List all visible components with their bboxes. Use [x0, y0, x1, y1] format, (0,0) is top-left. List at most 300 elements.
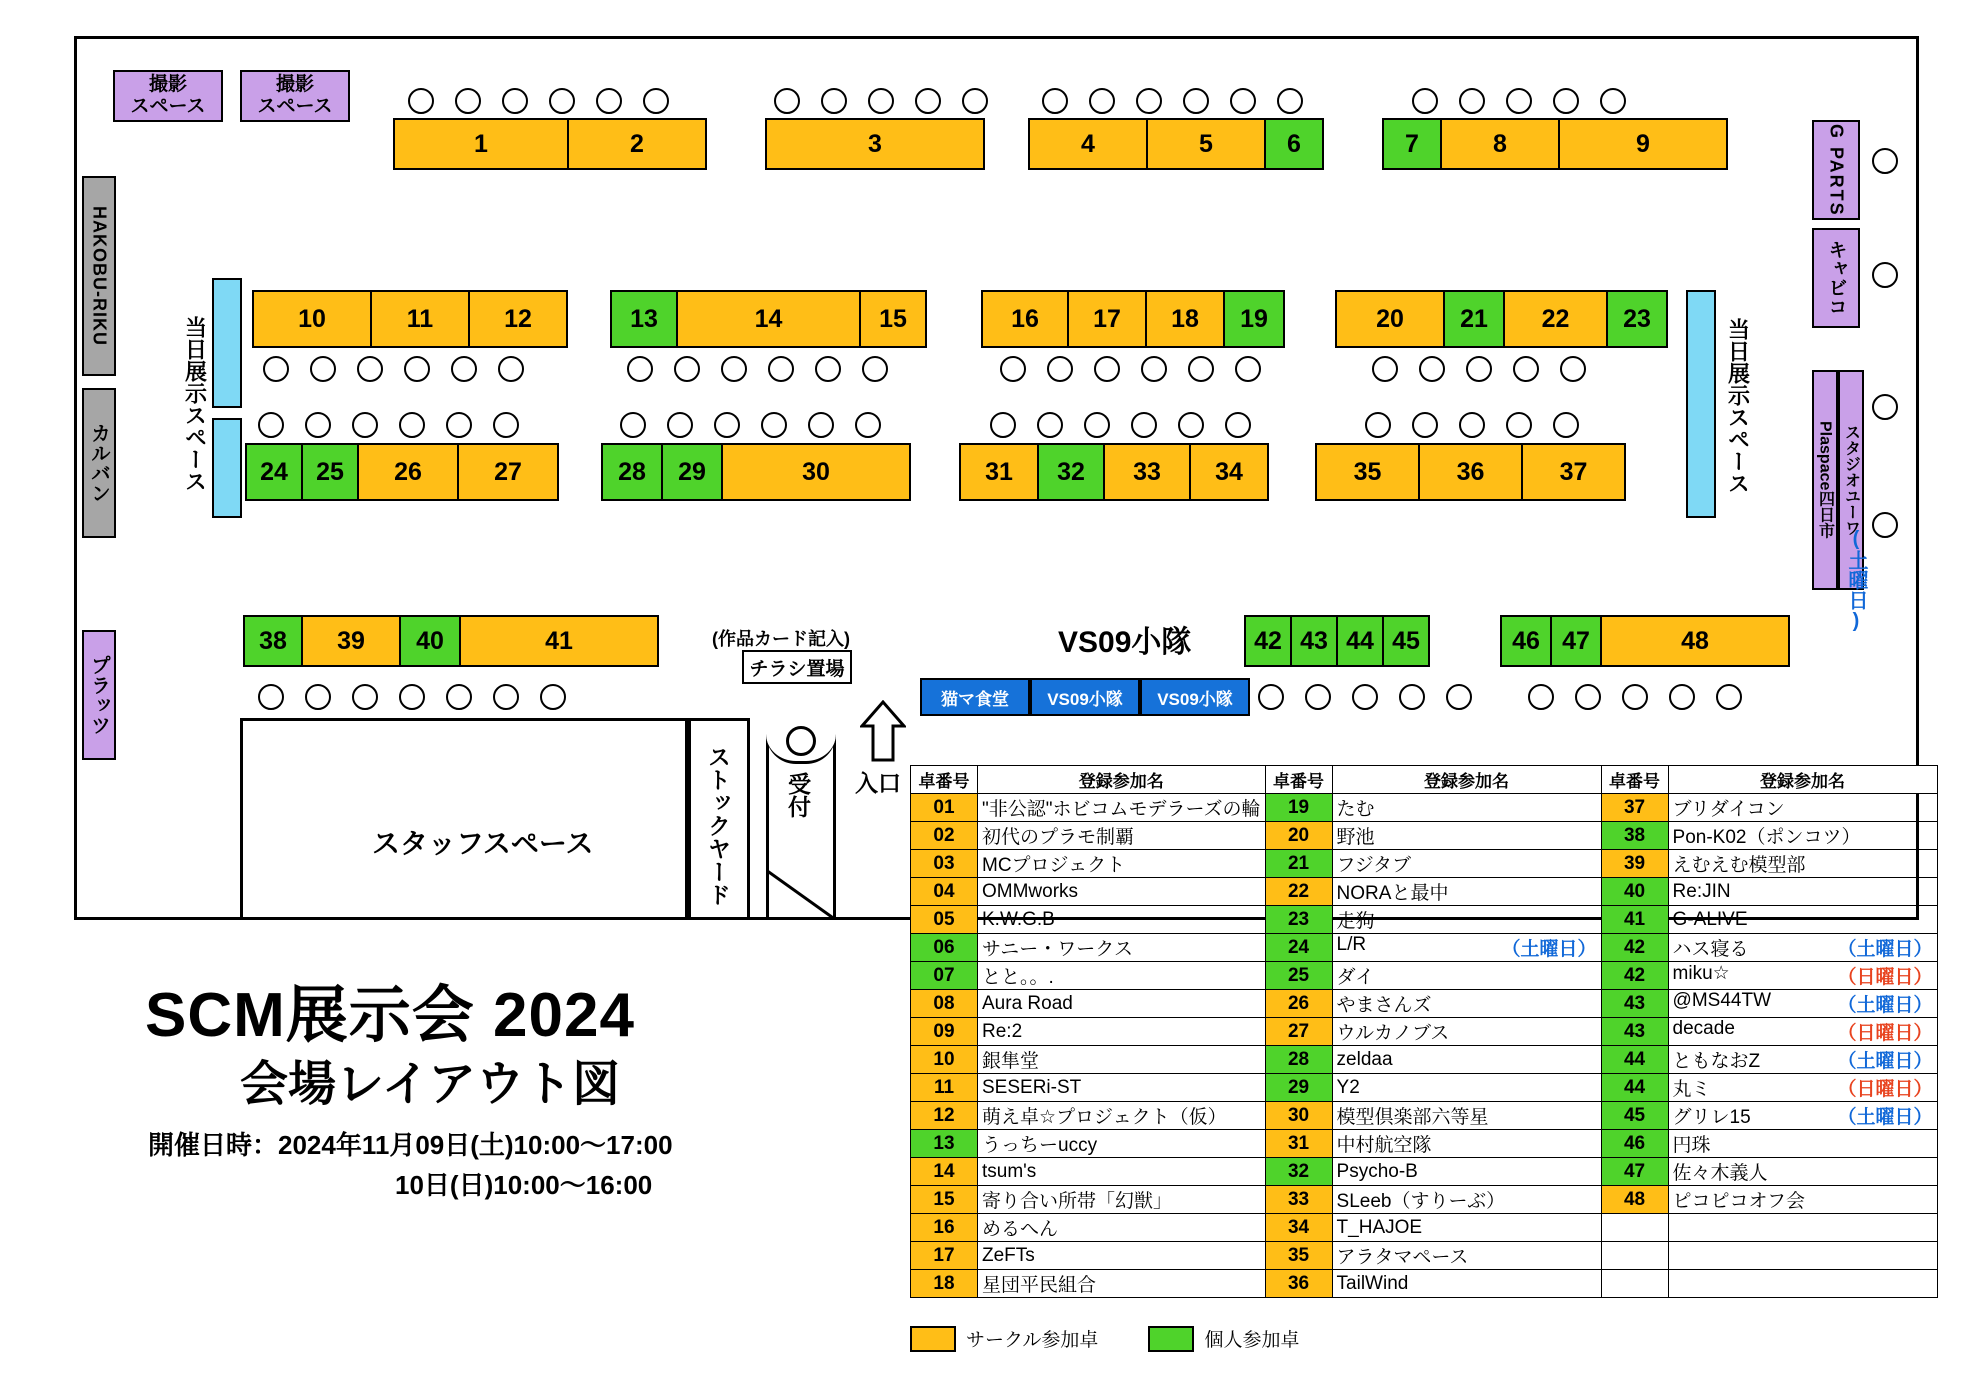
chair [1513, 356, 1539, 382]
booth-table-18[interactable]: 18 [1145, 290, 1225, 348]
cell-table-no-38: 38 [1601, 822, 1668, 850]
participant-table-body [911, 794, 1938, 1298]
chair [962, 88, 988, 114]
chair [674, 356, 700, 382]
chair [1553, 88, 1579, 114]
chair [1183, 88, 1209, 114]
event-datetime-line1: 開催日時：2024年11月09日(土)10:00〜17:00 [148, 1130, 673, 1160]
booth-table-42[interactable]: 42 [1244, 615, 1292, 667]
cell-table-no-42: 42 [1601, 934, 1668, 962]
booth-table-30[interactable]: 30 [721, 443, 911, 501]
cell-participant-name: 走狗 [1332, 906, 1601, 934]
cell-participant-name: ブリダイコン [1668, 794, 1937, 822]
chair [263, 356, 289, 382]
chair [1089, 88, 1115, 114]
photo-space-1-label-a: 撮影 [148, 74, 187, 96]
blue-box-nekoma: 猫マ食堂 [920, 678, 1030, 716]
chair [1600, 88, 1626, 114]
booth-table-6[interactable]: 6 [1264, 118, 1324, 170]
reception-diagonal [766, 870, 836, 920]
chair [498, 356, 524, 382]
cell-table-no-04: 04 [911, 878, 978, 906]
cell-participant-name: @MS44TW （土曜日） [1668, 990, 1937, 1018]
vendor-studio-yuuwa: スタジオユーワ [1838, 370, 1864, 590]
chair [399, 684, 425, 710]
day-badge: （土曜日） [1837, 1107, 1933, 1128]
cell-participant-name-empty [1668, 1214, 1937, 1242]
cell-table-no-01: 01 [911, 794, 978, 822]
cell-table-no-28: 28 [1265, 1046, 1332, 1074]
table-row [911, 962, 1938, 990]
cell-participant-name: Pon-K02（ポンコツ） [1668, 822, 1937, 850]
cell-participant-name: MCプロジェクト [978, 850, 1266, 878]
booth-table-10[interactable]: 10 [252, 290, 372, 348]
cell-participant-name: zeldaa [1332, 1046, 1601, 1074]
chair [310, 356, 336, 382]
table-row [911, 906, 1938, 934]
chair [1365, 412, 1391, 438]
booth-table-26[interactable]: 26 [357, 443, 459, 501]
day-badge: （日曜日） [1837, 1023, 1933, 1044]
booth-table-20[interactable]: 20 [1335, 290, 1445, 348]
cell-participant-name: うっちーuccy [978, 1130, 1266, 1158]
booth-table-12[interactable]: 12 [468, 290, 568, 348]
cell-participant-name: "非公認"ホビコムモデラーズの輪 [978, 794, 1266, 822]
legend-swatch-circle [910, 1326, 956, 1352]
chair [1622, 684, 1648, 710]
booth-table-41[interactable]: 41 [459, 615, 659, 667]
chair [1506, 412, 1532, 438]
chair [493, 684, 519, 710]
booth-table-2[interactable]: 2 [567, 118, 707, 170]
cell-participant-name: 佐々木義人 [1668, 1158, 1937, 1186]
chair [627, 356, 653, 382]
cell-table-no-33: 33 [1265, 1186, 1332, 1214]
chair [1872, 394, 1898, 420]
legend-label-circle: サークル参加卓 [966, 1330, 1099, 1351]
vendor-karuban: カルバン [82, 388, 116, 538]
cell-participant-name: TailWind [1332, 1270, 1601, 1298]
chair [1575, 684, 1601, 710]
chair [915, 88, 941, 114]
day-badge: （土曜日） [1501, 939, 1597, 960]
cell-table-no-24: 24 [1265, 934, 1332, 962]
chair [540, 684, 566, 710]
col-header-table-no: 卓番号 [1601, 766, 1668, 794]
cell-participant-name: アラタマペース [1332, 1242, 1601, 1270]
cell-participant-name: SLeeb（すりーぶ） [1332, 1186, 1601, 1214]
same-day-display-left-label: 当日展示スペース [175, 286, 215, 521]
entrance-label: 入口 [855, 770, 901, 796]
cell-participant-name: めるへん [978, 1214, 1266, 1242]
booth-table-21[interactable]: 21 [1443, 290, 1505, 348]
cell-table-no-44: 44 [1601, 1046, 1668, 1074]
cell-table-no-39: 39 [1601, 850, 1668, 878]
cell-table-no-20: 20 [1265, 822, 1332, 850]
booth-table-25[interactable]: 25 [301, 443, 359, 501]
chair [408, 88, 434, 114]
cell-participant-name: 円珠 [1668, 1130, 1937, 1158]
cell-table-no-empty [1601, 1214, 1668, 1242]
photo-space-2-label-b: スペース [257, 96, 333, 117]
chair [1000, 356, 1026, 382]
col-header-name: 登録参加名 [1668, 766, 1937, 794]
booth-table-4[interactable]: 4 [1028, 118, 1148, 170]
right-saturday-note: (土曜日) [1845, 528, 1867, 632]
cell-participant-name: SESERi-ST [978, 1074, 1266, 1102]
cell-participant-name: OMMworks [978, 878, 1266, 906]
booth-table-27[interactable]: 27 [457, 443, 559, 501]
chair [446, 684, 472, 710]
chair [1459, 412, 1485, 438]
cell-table-no-43: 43 [1601, 1018, 1668, 1046]
cell-participant-name: L/R （土曜日） [1332, 934, 1601, 962]
chair [502, 88, 528, 114]
chair [1459, 88, 1485, 114]
booth-table-15[interactable]: 15 [859, 290, 927, 348]
cell-participant-name: フジタブ [1332, 850, 1601, 878]
cell-participant-name: 中村航空隊 [1332, 1130, 1601, 1158]
cell-table-no-empty [1601, 1270, 1668, 1298]
cell-table-no-25: 25 [1265, 962, 1332, 990]
cell-table-no-10: 10 [911, 1046, 978, 1074]
table-row [911, 934, 1938, 962]
day-badge: （土曜日） [1837, 939, 1933, 960]
table-row [911, 850, 1938, 878]
chair [1506, 88, 1532, 114]
cell-table-no-14: 14 [911, 1158, 978, 1186]
cell-table-no-17: 17 [911, 1242, 978, 1270]
day-badge: （日曜日） [1837, 1079, 1933, 1100]
booth-table-16[interactable]: 16 [981, 290, 1069, 348]
cell-table-no-05: 05 [911, 906, 978, 934]
cell-participant-name: グリレ15 （土曜日） [1668, 1102, 1937, 1130]
chair [620, 412, 646, 438]
vendor-hakoburiku: HAKOBU-RIKU [82, 176, 116, 376]
booth-table-22[interactable]: 22 [1503, 290, 1608, 348]
chair [596, 88, 622, 114]
cell-participant-name-empty [1668, 1270, 1937, 1298]
booth-table-43[interactable]: 43 [1290, 615, 1338, 667]
chair [990, 412, 1016, 438]
booth-table-14[interactable]: 14 [676, 290, 861, 348]
cell-table-no-13: 13 [911, 1130, 978, 1158]
cell-table-no-15: 15 [911, 1186, 978, 1214]
cell-participant-name: 模型倶楽部六等星 [1332, 1102, 1601, 1130]
participant-table-header [911, 766, 1938, 794]
cell-table-no-03: 03 [911, 850, 978, 878]
cell-table-no-46: 46 [1601, 1130, 1668, 1158]
cell-participant-name: 寄り合い所帯「幻獣」 [978, 1186, 1266, 1214]
legend-swatch-individual [1148, 1326, 1194, 1352]
chair [1277, 88, 1303, 114]
booth-table-33[interactable]: 33 [1103, 443, 1191, 501]
chair [667, 412, 693, 438]
booth-table-5[interactable]: 5 [1146, 118, 1266, 170]
chair [1872, 512, 1898, 538]
cell-participant-name: ハス寝る （土曜日） [1668, 934, 1937, 962]
chair [1230, 88, 1256, 114]
cell-table-no-empty [1601, 1242, 1668, 1270]
chair [815, 356, 841, 382]
vendor-plaspace: Plaspace四日市 [1812, 370, 1838, 590]
cell-participant-name: とと。。. [978, 962, 1266, 990]
cell-participant-name: miku☆ （日曜日） [1668, 962, 1937, 990]
booth-table-11[interactable]: 11 [370, 290, 470, 348]
cell-participant-name: Psycho-B [1332, 1158, 1601, 1186]
chair [1716, 684, 1742, 710]
chair [721, 356, 747, 382]
booth-table-38[interactable]: 38 [243, 615, 303, 667]
chair [768, 356, 794, 382]
chair [1412, 412, 1438, 438]
cell-participant-name: えむえむ模型部 [1668, 850, 1937, 878]
chair [868, 88, 894, 114]
event-datetime-line2: 10日(日)10:00〜16:00 [395, 1170, 653, 1200]
cell-table-no-43: 43 [1601, 990, 1668, 1018]
cell-table-no-48: 48 [1601, 1186, 1668, 1214]
col-header-table-no: 卓番号 [1265, 766, 1332, 794]
cell-participant-name: ZeFTs [978, 1242, 1266, 1270]
table-row [911, 1018, 1938, 1046]
chair [305, 412, 331, 438]
cell-participant-name: 初代のプラモ制覇 [978, 822, 1266, 850]
cell-participant-name: G-ALIVE [1668, 906, 1937, 934]
blue-box-vs09-a: VS09小隊 [1030, 678, 1140, 716]
booth-table-29[interactable]: 29 [661, 443, 723, 501]
cell-table-no-26: 26 [1265, 990, 1332, 1018]
entrance-arrow-icon [860, 700, 906, 762]
vendor-g-parts: G PARTS [1812, 120, 1860, 220]
cell-participant-name: やまさんズ [1332, 990, 1601, 1018]
day-badge: （日曜日） [1837, 967, 1933, 988]
cell-participant-name: 丸ミ （日曜日） [1668, 1074, 1937, 1102]
same-day-display-right-label: 当日展示スペース [1718, 288, 1758, 523]
cell-participant-name: ダイ [1332, 962, 1601, 990]
booth-table-32[interactable]: 32 [1037, 443, 1105, 501]
table-row [911, 1214, 1938, 1242]
table-row [911, 878, 1938, 906]
participant-table [910, 765, 1938, 1298]
cell-table-no-11: 11 [911, 1074, 978, 1102]
stock-yard-label: ストックヤード [705, 745, 731, 906]
chair [549, 88, 575, 114]
cell-participant-name: K.W.G.B [978, 906, 1266, 934]
cell-table-no-07: 07 [911, 962, 978, 990]
chair [455, 88, 481, 114]
booth-table-45[interactable]: 45 [1382, 615, 1430, 667]
table-row [911, 1186, 1938, 1214]
cell-table-no-02: 02 [911, 822, 978, 850]
cell-table-no-40: 40 [1601, 878, 1668, 906]
chair [1528, 684, 1554, 710]
chair [774, 88, 800, 114]
booth-table-8[interactable]: 8 [1440, 118, 1560, 170]
col-header-name: 登録参加名 [978, 766, 1266, 794]
same-day-display-left-strip-b [212, 418, 242, 518]
chair [1399, 684, 1425, 710]
blue-box-vs09-b: VS09小隊 [1140, 678, 1250, 716]
chair [1872, 262, 1898, 288]
booth-table-24[interactable]: 24 [245, 443, 303, 501]
table-row [911, 1046, 1938, 1074]
photo-space-2-label-a: 撮影 [275, 74, 314, 96]
chair [1042, 88, 1068, 114]
chair [399, 412, 425, 438]
staff-space-label: スタッフスペース [372, 828, 594, 859]
cell-participant-name: Aura Road [978, 990, 1266, 1018]
col-header-name: 登録参加名 [1332, 766, 1601, 794]
chair [1094, 356, 1120, 382]
chair [357, 356, 383, 382]
page-subtitle: 会場レイアウト図 [240, 1058, 621, 1111]
chair [1412, 88, 1438, 114]
table-row [911, 990, 1938, 1018]
cell-table-no-12: 12 [911, 1102, 978, 1130]
cell-table-no-22: 22 [1265, 878, 1332, 906]
photo-space-1 [113, 70, 223, 122]
table-row [911, 1130, 1938, 1158]
cell-participant-name: 星団平民組合 [978, 1270, 1266, 1298]
cell-table-no-16: 16 [911, 1214, 978, 1242]
cell-table-no-45: 45 [1601, 1102, 1668, 1130]
chair [1131, 412, 1157, 438]
booth-table-13[interactable]: 13 [610, 290, 678, 348]
booth-table-48[interactable]: 48 [1600, 615, 1790, 667]
booth-table-7[interactable]: 7 [1382, 118, 1442, 170]
booth-table-40[interactable]: 40 [399, 615, 461, 667]
chair [1141, 356, 1167, 382]
cell-table-no-09: 09 [911, 1018, 978, 1046]
chair [1235, 356, 1261, 382]
photo-space-1-label-b: スペース [130, 96, 206, 117]
booth-table-28[interactable]: 28 [601, 443, 663, 501]
booth-table-44[interactable]: 44 [1336, 615, 1384, 667]
cell-table-no-18: 18 [911, 1270, 978, 1298]
cell-table-no-29: 29 [1265, 1074, 1332, 1102]
cell-table-no-37: 37 [1601, 794, 1668, 822]
legend-label-individual: 個人参加卓 [1204, 1330, 1300, 1351]
chair [1305, 684, 1331, 710]
chair [305, 684, 331, 710]
booth-table-9[interactable]: 9 [1558, 118, 1728, 170]
chair [352, 684, 378, 710]
chair [446, 412, 472, 438]
chair [643, 88, 669, 114]
cell-table-no-21: 21 [1265, 850, 1332, 878]
booth-table-17[interactable]: 17 [1067, 290, 1147, 348]
chair [404, 356, 430, 382]
table-row [911, 1242, 1938, 1270]
chair [1352, 684, 1378, 710]
booth-table-35[interactable]: 35 [1315, 443, 1420, 501]
same-day-display-left-strip-a [212, 278, 242, 408]
cell-table-no-34: 34 [1265, 1214, 1332, 1242]
vs09-label: VS09小隊 [1058, 626, 1192, 659]
cell-participant-name: T_HAJOE [1332, 1214, 1601, 1242]
cell-participant-name: ピコピコオフ会 [1668, 1186, 1937, 1214]
photo-space-2 [240, 70, 350, 122]
cell-participant-name: ともなおZ （土曜日） [1668, 1046, 1937, 1074]
chair [258, 412, 284, 438]
chair [1466, 356, 1492, 382]
page-title: SCM展示会 2024 [145, 981, 635, 1050]
cell-table-no-41: 41 [1601, 906, 1668, 934]
cell-table-no-36: 36 [1265, 1270, 1332, 1298]
cell-participant-name: tsum's [978, 1158, 1266, 1186]
col-header-table-no: 卓番号 [911, 766, 978, 794]
staff-space-box [240, 718, 688, 920]
chair [1669, 684, 1695, 710]
booth-table-46[interactable]: 46 [1500, 615, 1552, 667]
booth-table-36[interactable]: 36 [1418, 443, 1523, 501]
reception-label: 受付 [785, 772, 811, 818]
cell-participant-name: ウルカノブス [1332, 1018, 1601, 1046]
table-row [911, 1158, 1938, 1186]
cell-participant-name: Re:JIN [1668, 878, 1937, 906]
cell-table-no-32: 32 [1265, 1158, 1332, 1186]
table-row [911, 794, 1938, 822]
chair [1419, 356, 1445, 382]
cell-table-no-47: 47 [1601, 1158, 1668, 1186]
booth-table-23[interactable]: 23 [1606, 290, 1668, 348]
booth-table-1[interactable]: 1 [393, 118, 569, 170]
cell-participant-name: 野池 [1332, 822, 1601, 850]
chair [352, 412, 378, 438]
same-day-display-right-strip [1686, 290, 1716, 518]
day-badge: （土曜日） [1837, 995, 1933, 1016]
cell-participant-name: decade （日曜日） [1668, 1018, 1937, 1046]
booth-table-39[interactable]: 39 [301, 615, 401, 667]
chair [1136, 88, 1162, 114]
booth-table-34[interactable]: 34 [1189, 443, 1269, 501]
vendor-kyabiko: キャビコ [1812, 228, 1860, 328]
chair [855, 412, 881, 438]
booth-table-31[interactable]: 31 [959, 443, 1039, 501]
day-badge: （土曜日） [1837, 1051, 1933, 1072]
chair [1047, 356, 1073, 382]
legend [910, 1325, 1299, 1352]
flyer-box: チラシ置場 [742, 650, 852, 684]
chair [821, 88, 847, 114]
chair [1553, 412, 1579, 438]
table-row [911, 822, 1938, 850]
table-row [911, 1102, 1938, 1130]
chair [862, 356, 888, 382]
cell-participant-name: NORAと最中 [1332, 878, 1601, 906]
booth-table-47[interactable]: 47 [1550, 615, 1602, 667]
cell-participant-name: サニー・ワークス [978, 934, 1266, 962]
booth-table-19[interactable]: 19 [1223, 290, 1285, 348]
cell-table-no-30: 30 [1265, 1102, 1332, 1130]
cell-table-no-06: 06 [911, 934, 978, 962]
reception-chair-icon [786, 726, 816, 756]
booth-table-37[interactable]: 37 [1521, 443, 1626, 501]
booth-table-3[interactable]: 3 [765, 118, 985, 170]
cell-participant-name: たむ [1332, 794, 1601, 822]
chair [1446, 684, 1472, 710]
cell-participant-name: 萌え卓☆プロジェクト（仮） [978, 1102, 1266, 1130]
chair [258, 684, 284, 710]
cell-table-no-08: 08 [911, 990, 978, 1018]
chair [1084, 412, 1110, 438]
cell-table-no-31: 31 [1265, 1130, 1332, 1158]
cell-participant-name: Y2 [1332, 1074, 1601, 1102]
flyer-note: (作品カード記入) [712, 629, 850, 649]
cell-table-no-27: 27 [1265, 1018, 1332, 1046]
chair [1188, 356, 1214, 382]
chair [761, 412, 787, 438]
